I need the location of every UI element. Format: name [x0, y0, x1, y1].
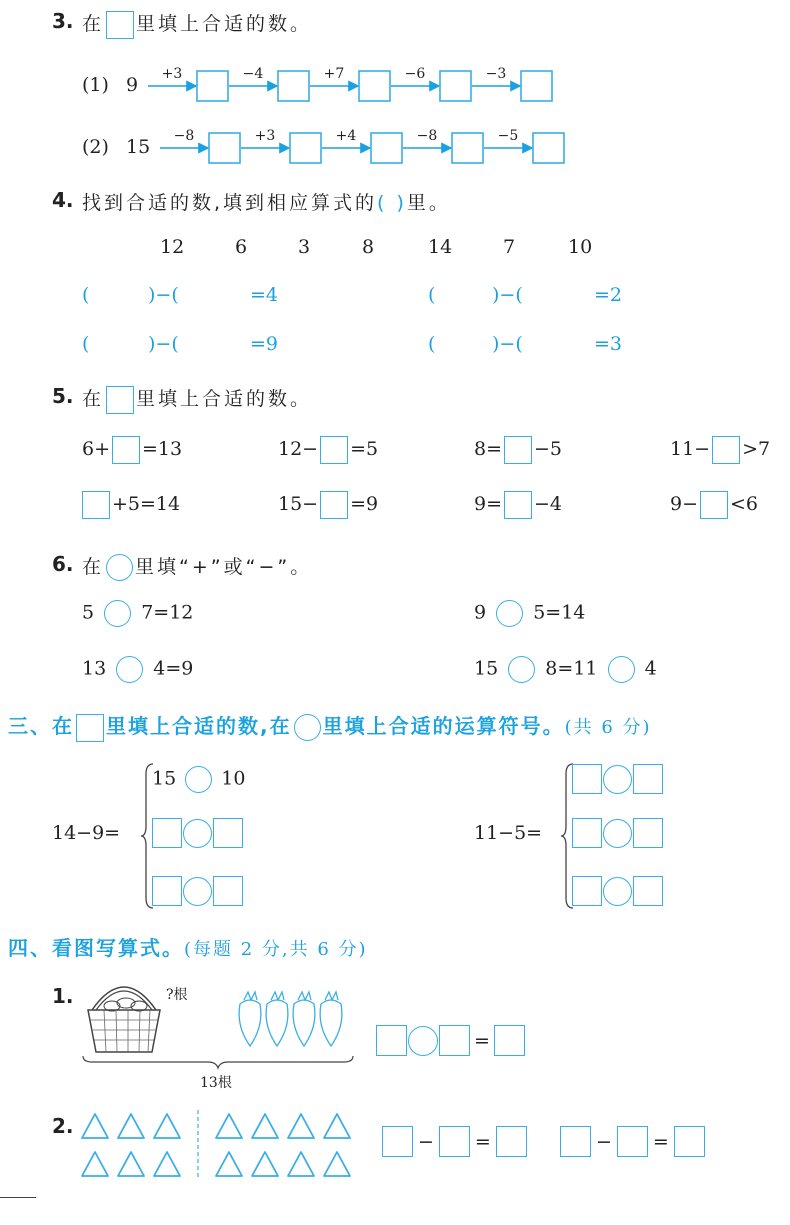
answer-box[interactable] — [504, 491, 532, 519]
chain-operation: +7 — [323, 66, 345, 82]
q3-number: 3. — [52, 9, 74, 33]
q6-item: 9 5=14 — [474, 600, 585, 627]
operator-circle[interactable] — [185, 766, 212, 793]
q5-item: 6+ =13 — [82, 436, 182, 464]
answer-box[interactable] — [496, 1126, 527, 1157]
q4-minus: )−( — [492, 333, 523, 355]
s4-q2-answer-a — [382, 1126, 527, 1157]
answer-box[interactable] — [371, 133, 402, 163]
operator-circle[interactable] — [603, 819, 632, 848]
equals-sign: = — [474, 1029, 490, 1052]
answer-box[interactable] — [633, 764, 663, 794]
q5-item: 15− =9 — [278, 491, 378, 519]
answer-box[interactable] — [521, 71, 552, 101]
number-choice: 12 — [160, 236, 185, 258]
number-choice: 7 — [503, 236, 516, 258]
operator-circle[interactable] — [603, 877, 632, 906]
q6-item: 13 4=9 — [82, 656, 193, 683]
q6-text-after: 里填“+”或“−”。 — [135, 556, 313, 578]
s4-q2-number: 2. — [52, 1114, 74, 1138]
minus-sign: − — [418, 1130, 434, 1153]
q4-instruction — [82, 188, 451, 215]
s4-q1-answer — [376, 1025, 525, 1056]
answer-box[interactable] — [572, 764, 602, 794]
answer-box[interactable] — [494, 1025, 525, 1056]
equals-sign: = — [474, 1130, 491, 1153]
chain-operation: −5 — [497, 128, 519, 144]
number-choice: 10 — [568, 236, 593, 258]
q3-row2-label: (2) — [82, 136, 109, 158]
q6-instruction — [82, 552, 312, 581]
answer-box[interactable] — [440, 71, 471, 101]
s4-q1-question: ?根 — [166, 987, 188, 1003]
answer-box[interactable] — [82, 491, 110, 519]
answer-box[interactable] — [376, 1025, 407, 1056]
q4-minus: )−( — [492, 284, 523, 306]
q4-blank-open[interactable]: ( — [428, 284, 436, 306]
section-4-title: 四、看图写算式。(每题 2 分,共 6 分) — [8, 936, 368, 960]
q4-result: =3 — [594, 333, 623, 355]
operator-circle[interactable] — [183, 819, 212, 848]
answer-box[interactable] — [712, 436, 740, 464]
sec3-left-row2 — [152, 818, 243, 848]
q3-arrow-chains — [0, 0, 790, 180]
s4-q1-number: 1. — [52, 984, 74, 1008]
answer-box[interactable] — [152, 818, 182, 848]
q4-number: 4. — [52, 188, 74, 212]
q5-item: 12− =5 — [278, 436, 378, 464]
q5-item: 11− >7 — [670, 436, 770, 464]
q4-blank-open[interactable]: ( — [82, 333, 90, 355]
section-3-points: (共 6 分) — [564, 717, 652, 738]
s4-q2-answer-b — [560, 1126, 705, 1157]
q6-item: 15 8=11 4 — [474, 656, 657, 683]
number-choice: 6 — [235, 236, 248, 258]
q4-result: =9 — [250, 333, 279, 355]
operator-circle[interactable] — [496, 600, 523, 627]
operator-circle[interactable] — [603, 765, 632, 794]
q3-row1-start: 9 — [126, 74, 139, 96]
q4-text-paren: ( ) — [377, 192, 407, 214]
sec3-right-row2 — [572, 818, 663, 848]
q6-number: 6. — [52, 552, 74, 576]
answer-box[interactable] — [112, 436, 140, 464]
q6-text-before: 在 — [82, 556, 105, 578]
answer-box[interactable] — [560, 1126, 591, 1157]
q4-blank-open[interactable]: ( — [82, 284, 90, 306]
operator-circle[interactable] — [104, 600, 131, 627]
q5-text-after: 里填上合适的数。 — [136, 388, 313, 410]
q5-item: +5=14 — [82, 491, 180, 519]
q5-number: 5. — [52, 384, 74, 408]
answer-box[interactable] — [700, 491, 728, 519]
q4-minus: )−( — [148, 333, 179, 355]
q5-text-before: 在 — [82, 388, 105, 410]
q6-item: 5 7=12 — [82, 600, 193, 627]
section-3-title: 三、在 里填上合适的数,在 里填上合适的运算符号。(共 6 分) — [8, 710, 652, 742]
number-choice: 3 — [298, 236, 311, 258]
q4-text-end: 里。 — [406, 192, 451, 214]
section-4-points: (每题 2 分,共 6 分) — [184, 939, 368, 960]
chain-operation: −6 — [404, 66, 426, 82]
operator-circle[interactable] — [608, 656, 635, 683]
answer-box[interactable] — [320, 491, 348, 519]
answer-box[interactable] — [533, 133, 564, 163]
answer-box[interactable] — [439, 1126, 470, 1157]
answer-box[interactable] — [359, 71, 390, 101]
minus-sign: − — [596, 1130, 612, 1153]
answer-box-sample — [76, 714, 104, 742]
chain-operation: −3 — [485, 66, 507, 82]
sec3-left-expression: 14−9= — [52, 822, 121, 844]
chain-operation: +3 — [254, 128, 276, 144]
triangles-illustration — [78, 1108, 360, 1180]
sec3-right-row1 — [572, 764, 663, 794]
q4-minus: )−( — [148, 284, 179, 306]
answer-box[interactable] — [572, 818, 602, 848]
page-divider — [0, 1197, 36, 1198]
q4-result: =2 — [594, 284, 623, 306]
basket-illustration — [84, 976, 164, 1058]
answer-box[interactable] — [633, 818, 663, 848]
answer-box[interactable] — [439, 1025, 470, 1056]
answer-box[interactable] — [213, 876, 243, 906]
s4-q1-total: 13根 — [200, 1075, 232, 1091]
q4-text: 找到合适的数,填到相应算式的 — [82, 192, 378, 214]
q3-text-before: 在 — [82, 13, 105, 35]
operator-circle[interactable] — [116, 656, 143, 683]
q5-item: 8= −5 — [474, 436, 562, 464]
number-choice: 8 — [362, 236, 375, 258]
q5-item: 9= −4 — [474, 491, 562, 519]
q3-text-after: 里填上合适的数。 — [136, 13, 313, 35]
answer-box-sample — [106, 386, 134, 414]
answer-box[interactable] — [213, 818, 243, 848]
q3-row2-start: 15 — [126, 136, 151, 158]
number-choice: 14 — [428, 236, 453, 258]
operator-circle[interactable] — [408, 1026, 438, 1056]
answer-box[interactable] — [382, 1126, 413, 1157]
answer-box[interactable] — [504, 436, 532, 464]
answer-box[interactable] — [197, 71, 228, 101]
answer-box[interactable] — [674, 1126, 705, 1157]
chain-operation: −4 — [242, 66, 264, 82]
answer-box[interactable] — [290, 133, 321, 163]
answer-box[interactable] — [572, 876, 602, 906]
answer-box[interactable] — [152, 876, 182, 906]
sec3-left-row1: 15 10 — [152, 766, 245, 793]
sec3-right-expression: 11−5= — [474, 822, 543, 844]
answer-circle-sample — [106, 554, 133, 581]
answer-box[interactable] — [452, 133, 483, 163]
equals-sign: = — [652, 1130, 669, 1153]
total-brace — [82, 1054, 354, 1070]
chain-operation: +4 — [335, 128, 357, 144]
chain-operation: −8 — [416, 128, 438, 144]
answer-circle-sample — [294, 714, 321, 741]
q3-row1-label: (1) — [82, 74, 109, 96]
q5-item: 9− <6 — [670, 491, 758, 519]
operator-circle[interactable] — [508, 656, 535, 683]
q4-blank-open[interactable]: ( — [428, 333, 436, 355]
q5-instruction — [82, 384, 312, 414]
sec3-left-row3 — [152, 876, 243, 906]
chain-operation: +3 — [161, 66, 183, 82]
operator-circle[interactable] — [183, 877, 212, 906]
answer-box[interactable] — [320, 436, 348, 464]
answer-box[interactable] — [209, 133, 240, 163]
answer-box[interactable] — [633, 876, 663, 906]
answer-box[interactable] — [617, 1126, 648, 1157]
q4-result: =4 — [250, 284, 279, 306]
answer-box[interactable] — [278, 71, 309, 101]
radish-illustration — [236, 990, 354, 1050]
chain-operation: −8 — [173, 128, 195, 144]
sec3-right-row3 — [572, 876, 663, 906]
